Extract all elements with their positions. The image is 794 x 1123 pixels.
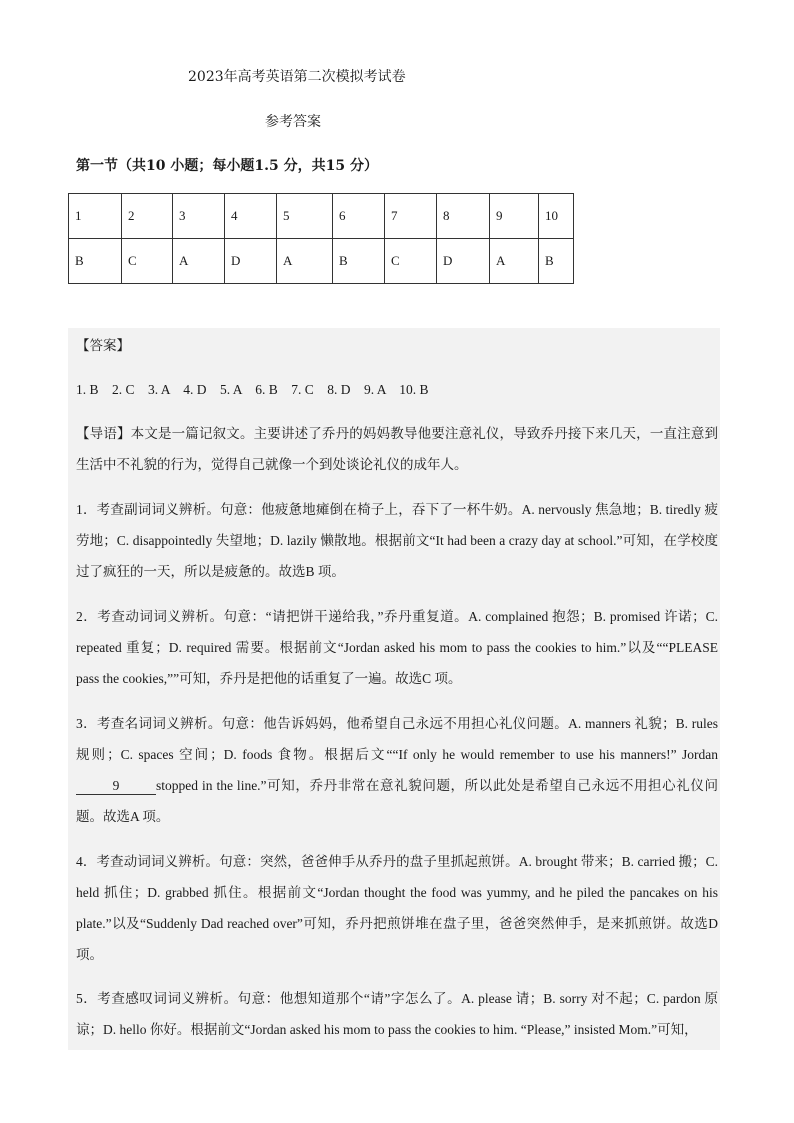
question-3-text-b: stopped in the line.”可知，乔丹非常在意礼貌问题，所以此处是希望自己永远不用担心礼仪问题。故选A 项。 [76,778,718,824]
answer-row [69,239,574,284]
answer-cell: A [173,239,225,284]
question-4-explanation: 4．考查动词词义辨析。句意：突然，爸爸伸手从乔丹的盘子里抓起煎饼。A. brought 带来；B. carried 搬；C. held 抓住；D. grabbed 抓住。根据前文“Jordan thought the food was yummy, and he piled the pancakes on his plate.”以及“Suddenly Dad reached over”可知，乔丹把煎饼堆在盘子里，爸爸突然伸手，是来抓煎饼。故选D 项。 [76,854,718,962]
question-2-explanation: 2．考查动词词义辨析。句意：“请把饼干递给我，”乔丹重复道。A. complained 抱怨；B. promised 许诺；C. repeated 重复；D. required 需要。根据前文“Jordan asked his mom to pass the cookies to him.”以及““PLEASE pass the cookies,””可知，乔丹是把他的话重复了一遍。故选C 项。 [76,609,718,686]
answer-cell: D [225,239,277,284]
question-number-cell: 4 [225,194,277,239]
answer-summary: 1. B 2. C 3. A 4. D 5. A 6. B 7. C 8. D 9. A 10. B [76,382,429,397]
question-number-row [69,194,574,239]
answer-cell: C [122,239,173,284]
question-number-cell: 8 [437,194,490,239]
answer-cell: A [277,239,333,284]
question-3-explanation [76,708,718,832]
question-3-text-a: 3．考查名词词义辨析。句意：他告诉妈妈，他希望自己永远不用担心礼仪问题。A. manners 礼貌；B. rules 规则；C. spaces 空间；D. foods 食物。根据后文““If only he would remember to use his manners!” Jordan [76,716,718,762]
answer-cell: A [490,239,539,284]
question-number-cell: 9 [490,194,539,239]
answer-cell: B [69,239,122,284]
question-number-cell: 7 [385,194,437,239]
answer-cell: C [385,239,437,284]
answer-label: 【答案】 [76,338,130,353]
question-3-blank: 9 [76,778,156,795]
document-subtitle: 参考答案 [265,114,321,130]
question-number-cell: 2 [122,194,173,239]
explanation-panel [68,328,720,1050]
question-1-explanation: 1．考查副词词义辨析。句意：他疲惫地瘫倒在椅子上，吞下了一杯牛奶。A. nervously 焦急地；B. tiredly 疲劳地；C. disappointedly 失望地；D. lazily 懒散地。根据前文“It had been a crazy day at school.”可知，在学校度过了疯狂的一天，所以是疲惫的。故选B 项。 [76,502,718,579]
answer-cell: B [539,239,574,284]
question-5-explanation: 5．考查感叹词词义辨析。句意：他想知道那个“请”字怎么了。A. please 请；B. sorry 对不起；C. pardon 原谅；D. hello 你好。根据前文“Jordan asked his mom to pass the cookies to him. “Please,” insisted Mom.”可知， [76,991,718,1037]
section-heading: 第一节（共10 小题；每小题1.5 分，共15 分） [76,158,378,174]
question-number-cell: 3 [173,194,225,239]
intro-paragraph: 【导语】本文是一篇记叙文。主要讲述了乔丹的妈妈教导他要注意礼仪，导致乔丹接下来几天，一直注意到生活中不礼貌的行为，觉得自己就像一个到处谈论礼仪的成年人。 [76,426,718,472]
document-title: 2023年高考英语第二次模拟考试卷 [188,69,406,85]
question-number-cell: 5 [277,194,333,239]
question-number-cell: 10 [539,194,574,239]
answer-cell: B [333,239,385,284]
answer-table [68,193,574,284]
question-number-cell: 1 [69,194,122,239]
answer-cell: D [437,239,490,284]
question-number-cell: 6 [333,194,385,239]
